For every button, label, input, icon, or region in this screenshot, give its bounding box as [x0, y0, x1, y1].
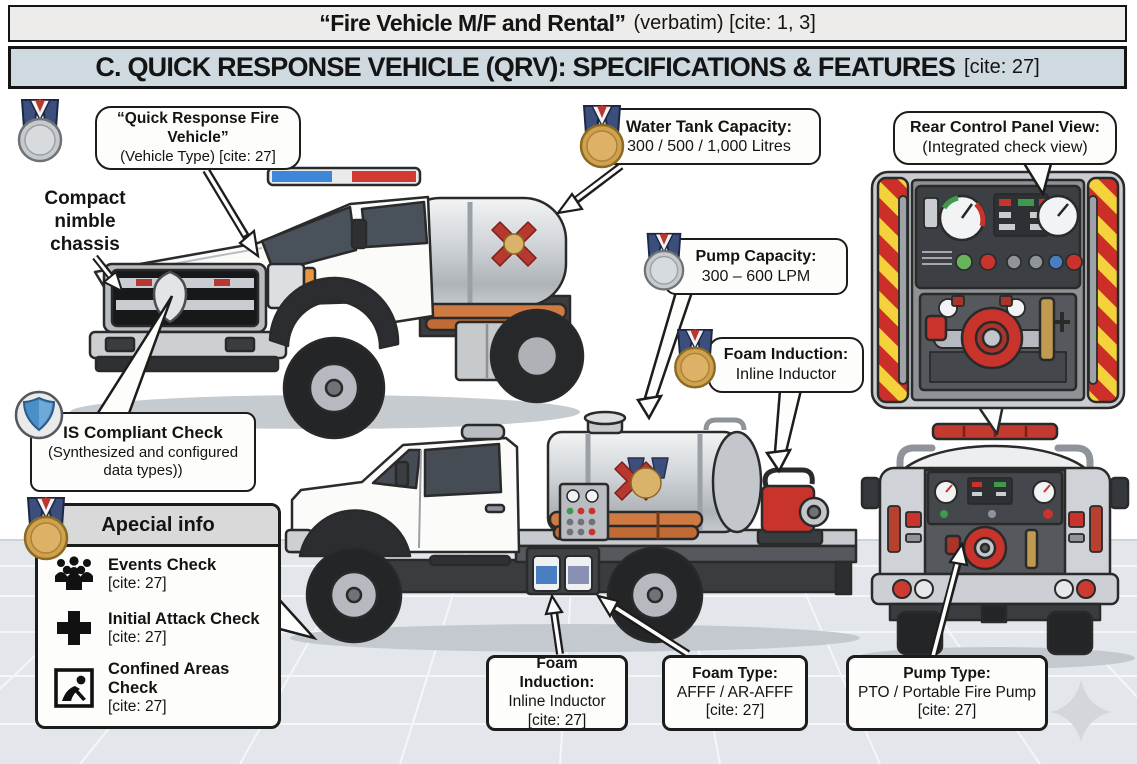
light-bar	[268, 168, 420, 185]
is-compliant-line1: IS Compliant Check	[63, 423, 223, 443]
special-item-label: Initial Attack Check	[108, 609, 260, 628]
gold-medal-icon	[574, 104, 630, 172]
callout-foam-induction-lower: Foam Induction: Inline Inductor [cite: 27]	[486, 655, 628, 731]
water-tank-line1: Water Tank Capacity:	[626, 117, 792, 136]
callout-vehicle-type	[95, 106, 301, 170]
callout-water-tank-capacity	[597, 108, 821, 165]
gold-medal-icon	[18, 496, 74, 564]
special-item-cite: [cite: 27]	[108, 628, 167, 646]
callout-foam-induction-upper	[708, 337, 864, 393]
vehicle-type-line1: “Quick Response Fire Vehicle”	[117, 109, 279, 146]
silver-medal-icon	[12, 98, 68, 166]
pump-capacity-line2: 300 – 600 LPM	[701, 267, 811, 285]
special-item-cite: [cite: 27]	[108, 574, 167, 592]
gold-medal-icon	[668, 328, 722, 392]
rear-control-panel-blowup	[872, 172, 1124, 434]
special-info-title: Apecial info	[38, 506, 278, 547]
special-item-label: Confined Areas Check	[108, 660, 230, 697]
list-item	[38, 655, 278, 721]
page-title-suffix: (verbatim) [cite: 1, 3]	[633, 12, 816, 34]
water-tank-line2: 300 / 500 / 1,000 Litres	[627, 137, 791, 155]
callout-pump-capacity	[664, 238, 848, 295]
confined-worker-icon	[52, 666, 96, 710]
front-grille	[104, 264, 266, 332]
page-title: “Fire Vehicle M/F and Rental”	[319, 10, 626, 36]
special-item-label: Events Check	[108, 555, 217, 574]
list-item	[38, 601, 278, 655]
rear-panel-line2: (Integrated check view)	[922, 139, 1088, 156]
cross-icon	[52, 606, 96, 650]
callout-rear-control-panel	[893, 111, 1117, 165]
truck-front-view	[90, 168, 583, 438]
special-item-cite: [cite: 27]	[108, 697, 167, 715]
rear-panel-line1: Rear Control Panel View:	[910, 119, 1100, 137]
is-compliant-line2: (Synthesized and configured	[47, 444, 239, 462]
section-cite: [cite: 27]	[964, 56, 1040, 78]
portable-pump	[758, 470, 828, 544]
silver-medal-icon	[638, 232, 690, 294]
note-compact-chassis: Compact nimble chassis	[44, 188, 126, 255]
foam-upper-line2: Inline Inductor	[735, 366, 837, 383]
list-item	[38, 547, 278, 601]
is-compliant-line3: data types))	[103, 462, 183, 480]
vehicle-type-line2: (Vehicle Type) [cite: 27]	[120, 147, 276, 165]
side-control-panel	[560, 484, 608, 540]
callout-foam-type: Foam Type: AFFF / AR-AFFF [cite: 27]	[662, 655, 808, 731]
foam-upper-line1: Foam Induction:	[723, 346, 849, 364]
pump-capacity-line1: Pump Capacity:	[695, 247, 817, 265]
shield-icon	[14, 390, 64, 440]
section-title: C. QUICK RESPONSE VEHICLE (QRV): SPECIFICATIONS & FEATURES	[95, 52, 956, 82]
foam-compartment	[527, 548, 599, 594]
truck-rear-view	[862, 424, 1128, 654]
callout-pump-type: Pump Type: PTO / Portable Fire Pump [cite: 27]	[846, 655, 1048, 731]
rear-pump-bay	[925, 470, 1065, 574]
